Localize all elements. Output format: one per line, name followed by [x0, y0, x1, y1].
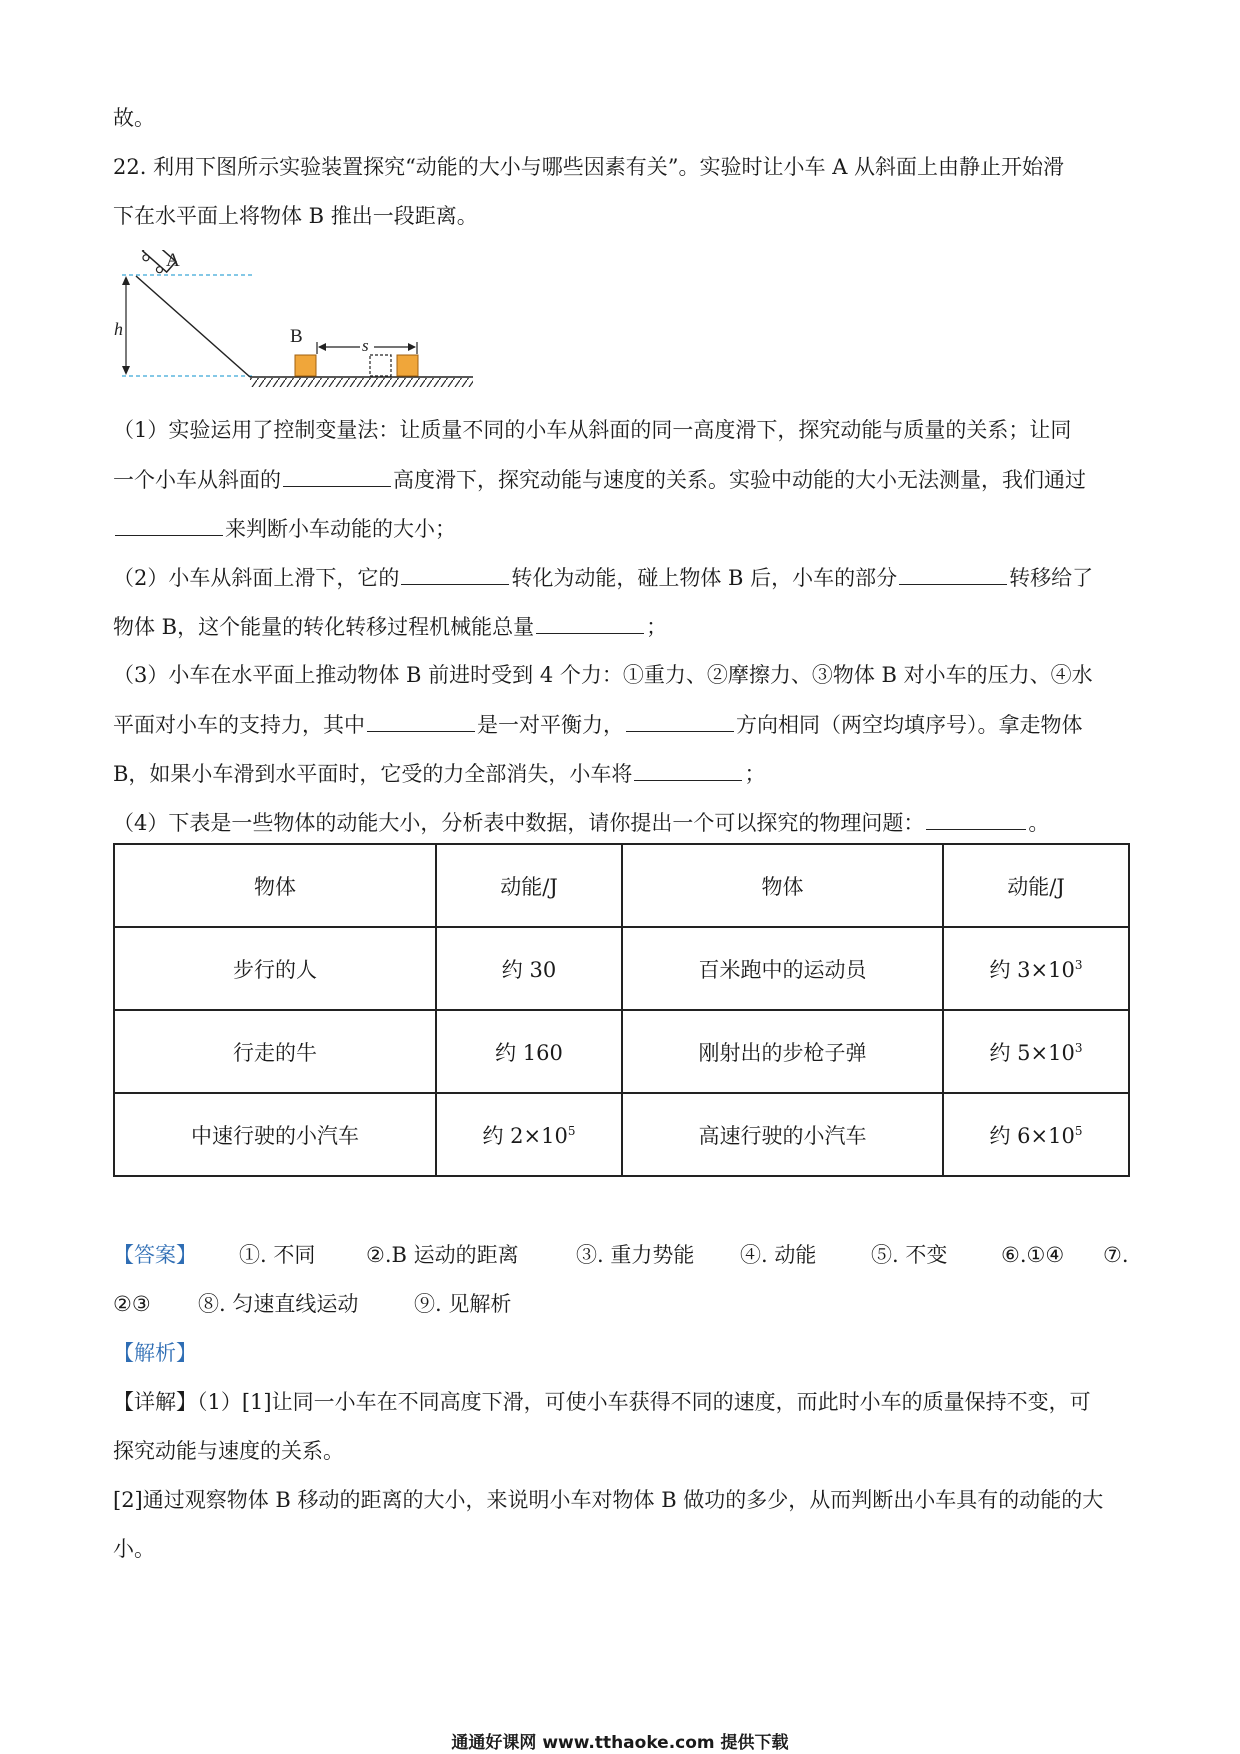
table-row: [114, 927, 1129, 1010]
answer-item: ⑤. 不变: [871, 1243, 948, 1267]
answer-item: ⑧. 匀速直线运动: [198, 1292, 359, 1316]
analysis-text: [2]通过观察物体 B 移动的距离的大小，来说明小车对物体 B 做功的多少，从而判断出小车具有的动能的大: [113, 1488, 1104, 1512]
question-3-text: B，如果小车滑到水平面时，它受的力全部消失，小车将 ；: [113, 758, 765, 789]
table-cell: 中速行驶的小汽车: [114, 1093, 436, 1176]
answer-blank[interactable]: [115, 513, 223, 536]
table-row: [114, 1010, 1129, 1093]
answer-blank[interactable]: [626, 709, 734, 732]
answer-blank[interactable]: [634, 758, 742, 781]
block-b-moved: [397, 355, 418, 376]
table-cell: 约 $5\times 10^3$: [943, 1010, 1129, 1093]
answer-blank[interactable]: [536, 611, 644, 634]
answer-item: ②.B 运动的距离: [366, 1243, 519, 1267]
table-header-cell: 物体: [622, 844, 943, 927]
text-line: 下在水平面上将物体 B 推出一段距离。: [113, 204, 478, 228]
answer-blank[interactable]: [926, 807, 1026, 830]
answer-blank[interactable]: [283, 464, 391, 487]
question-1-text: （1）实验运用了控制变量法：让质量不同的小车从斜面的同一高度滑下，探究动能与质量的关系；让同: [113, 418, 1072, 442]
table-cell: 步行的人: [114, 927, 436, 1010]
question-1-text: 来判断小车动能的大小；: [113, 513, 456, 544]
table-cell: 约 $2\times 10^5$: [436, 1093, 622, 1176]
analysis-text: 探究动能与速度的关系。: [113, 1439, 344, 1463]
table-header-cell: 动能/J: [943, 844, 1129, 927]
answer-item: ⑦.: [1103, 1243, 1129, 1267]
label-h: h: [114, 319, 123, 339]
table-cell: 高速行驶的小汽车: [622, 1093, 943, 1176]
analysis-text: 【详解】（1）[1]让同一小车在不同高度下滑，可使小车获得不同的速度，而此时小车的质量保持不变，可: [113, 1390, 1091, 1414]
answer-item: ④. 动能: [740, 1243, 817, 1267]
question-3-text: （3）小车在水平面上推动物体 B 前进时受到 4 个力：①重力、②摩擦力、③物体 B 对小车的压力、④水: [113, 663, 1093, 687]
table-cell: 百米跑中的运动员: [622, 927, 943, 1010]
question-2-text: （2）小车从斜面上滑下，它的 转化为动能，碰上物体 B 后，小车的部分 转移给了: [113, 562, 1093, 593]
answer-item: ③. 重力势能: [576, 1243, 695, 1267]
answer-blank[interactable]: [899, 562, 1007, 585]
table-cell: 刚射出的步枪子弹: [622, 1010, 943, 1093]
label-b: B: [290, 326, 303, 347]
table-cell: 约 160: [436, 1010, 622, 1093]
table-cell: 行走的牛: [114, 1010, 436, 1093]
table-header-row: [114, 844, 1129, 927]
question-4-text: （4）下表是一些物体的动能大小，分析表中数据，请你提出一个可以探究的物理问题： 。: [113, 807, 1049, 838]
answer-item: ⑥.①④: [1001, 1243, 1065, 1267]
table-cell: 约 $3\times 10^3$: [943, 927, 1129, 1010]
question-2-text: 物体 B，这个能量的转化转移过程机械能总量 ；: [113, 611, 667, 642]
cart-dashed-outline: [370, 355, 391, 376]
kinetic-energy-table: [113, 843, 1130, 1177]
question-1-text: 一个小车从斜面的 高度滑下，探究动能与速度的关系。实验中动能的大小无法测量，我们通过: [113, 464, 1086, 495]
table-header-cell: 物体: [114, 844, 436, 927]
table-cell: 约 $6\times 10^5$: [943, 1093, 1129, 1176]
answer-item: ①. 不同: [239, 1243, 316, 1267]
label-s: s: [362, 336, 369, 355]
table-cell: 约 30: [436, 927, 622, 1010]
slope: [136, 276, 250, 377]
analysis-text: 小。: [113, 1537, 155, 1561]
label-a: A: [166, 250, 180, 271]
table-row: [114, 1093, 1129, 1176]
text-line: 故。: [113, 106, 155, 130]
answer-label: 【答案】: [113, 1243, 197, 1267]
answer-item: ⑨. 见解析: [414, 1292, 512, 1316]
question-3-text: 平面对小车的支持力，其中 是一对平衡力， 方向相同（两空均填序号）。拿走物体: [113, 709, 1083, 740]
answer-blank[interactable]: [401, 562, 509, 585]
experiment-diagram: [110, 250, 480, 390]
analysis-label: 【解析】: [113, 1341, 197, 1365]
block-b: [295, 355, 316, 376]
table-header-cell: 动能/J: [436, 844, 622, 927]
page-footer: 通通好课网 www.tthaoke.com 提供下载: [451, 1733, 789, 1753]
question-22-title: 22. 利用下图所示实验装置探究“动能的大小与哪些因素有关”。实验时让小车 A 从斜面上由静止开始滑: [113, 155, 1065, 179]
answer-item: ②③: [113, 1292, 151, 1316]
answer-blank[interactable]: [367, 709, 475, 732]
ground-hatching: [250, 378, 473, 387]
